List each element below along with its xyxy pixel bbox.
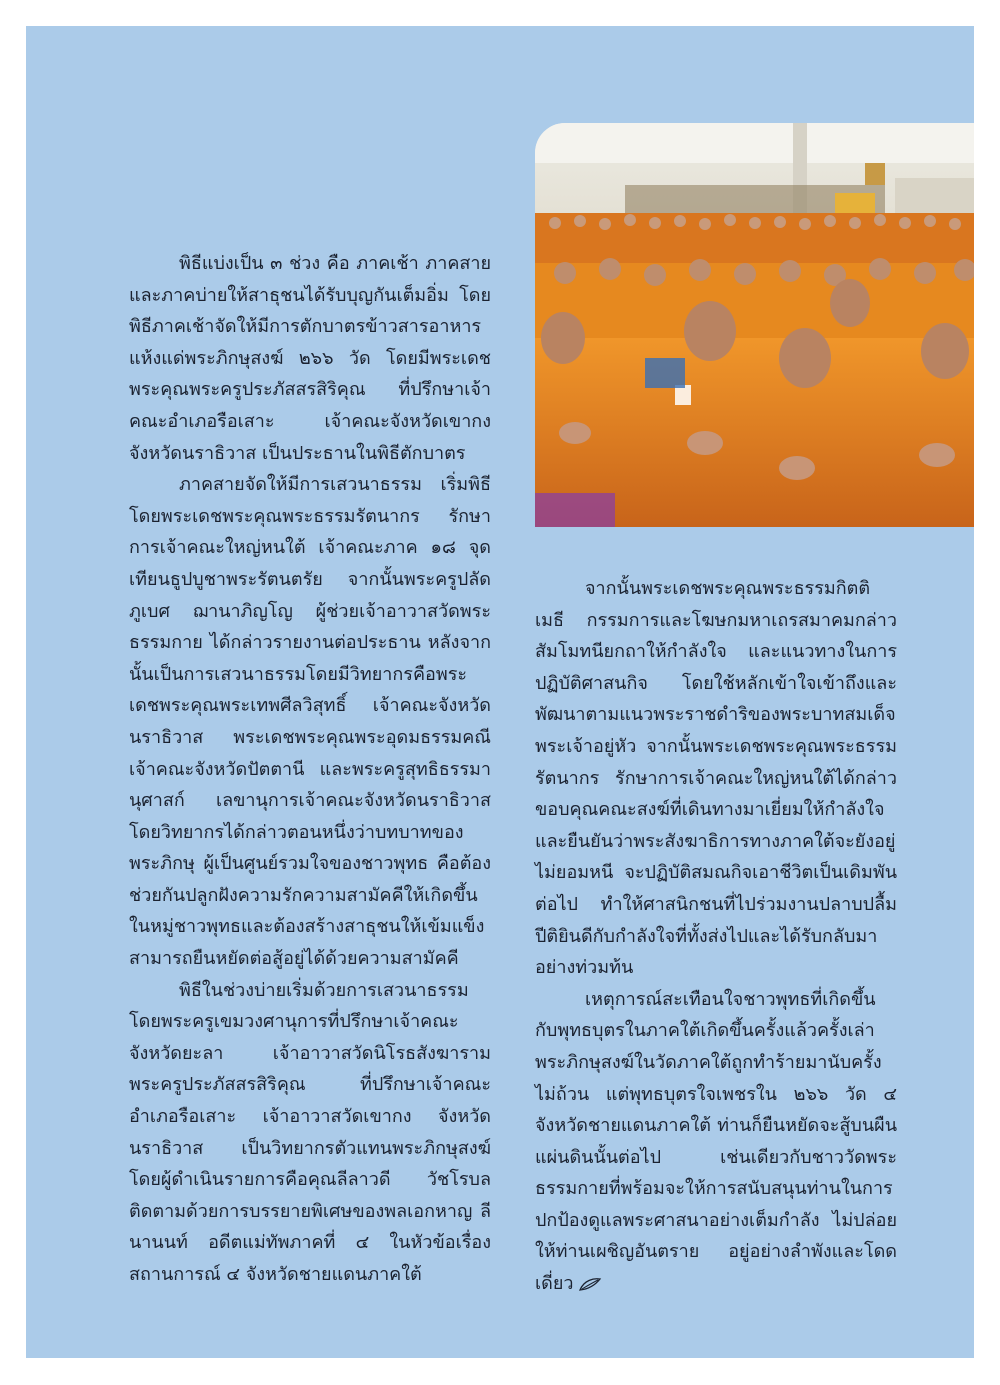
monks-photo: [535, 123, 974, 527]
leaf-end-mark-icon: [578, 1276, 602, 1292]
paragraph: พิธีในช่วงบ่ายเริ่มด้วยการเสวนาธรรมโดยพระครูเขมวงศานุการที่ปรึกษาเจ้าคณะจังหวัดยะลา เจ้าอาวาสวัดนิโรธสังฆาราม พระครูประภัสสรสิริคุณ ที่ปรึกษาเจ้าคณะอำเภอรือเสาะ เจ้าอาวาสวัดเขากง จังหวัดนราธิวาส เป็นวิทยากรตัวแทนพระภิกษุสงฆ์ โดยผู้ดำเนินรายการคือคุณลีลาวดี วัชโรบล ติดตามด้วยการบรรยายพิเศษของพลเอกหาญ ลีนานนท์ อดีตแม่ทัพภาคที่ ๔ ในหัวข้อเรื่องสถานการณ์ ๔ จังหวัดชายแดนภาคใต้: [129, 979, 491, 1285]
paragraph: เหตุการณ์สะเทือนใจชาวพุทธที่เกิดขึ้นกับพุทธบุตรในภาคใต้เกิดขึ้นครั้งแล้วครั้งเล่า พระภิกษุสงฆ์ในวัดภาคใต้ถูกทำร้ายมานับครั้งไม่ถ้วน แต่พุทธบุตรใจเพชรใน ๒๖๖ วัด ๔ จังหวัดชายแดนภาคใต้ ท่านก็ยืนหยัดจะสู้บนผืนแผ่นดินนั้นต่อไป เช่นเดียวกับชาววัดพระธรรมกายที่พร้อมจะให้การสนับสนุนท่านในการปกป้องดูแลพระศาสนาอย่างเต็มกำลัง ไม่ปล่อยให้ท่านเผชิญอันตราย อยู่อย่างลำพังและโดดเดี่ยว: [535, 988, 897, 1295]
paragraph: ภาคสายจัดให้มีการเสวนาธรรม เริ่มพิธีโดยพระเดชพระคุณพระธรรมรัตนากร รักษาการเจ้าคณะใหญ่หนใต้ เจ้าคณะภาค ๑๘ จุดเทียนธูปบูชาพระรัตนตรัย จากนั้นพระครูปลัดภูเบศ ฌานาภิญโญ ผู้ช่วยเจ้าอาวาสวัดพระธรรมกาย ได้กล่าวรายงานต่อประธาน หลังจากนั้นเป็นการเสวนาธรรมโดยมีวิทยากรคือพระเดชพระคุณพระเทพศีลวิสุทธิ์ เจ้าคณะจังหวัดนราธิวาส พระเดชพระคุณพระอุดมธรรมคณี เจ้าคณะจังหวัดปัตตานี และพระครูสุทธิธรรมานุศาสก์ เลขานุการเจ้าคณะจังหวัดนราธิวาส โดยวิทยากรได้กล่าวตอนหนึ่งว่าบทบาทของพระภิกษุ ผู้เป็นศูนย์รวมใจของชาวพุทธ คือต้องช่วยกันปลูกฝังความรักความสามัคคีให้เกิดขึ้นในหมู่ชาวพุทธและต้องสร้างสาธุชนให้เข้มแข็ง สามารถยืนหยัดต่อสู้อยู่ได้ด้วยความสามัคคี: [129, 474, 491, 970]
right-text-column: [535, 573, 897, 1300]
paragraph: จากนั้นพระเดชพระคุณพระธรรมกิตติเมธี กรรมการและโฆษกมหาเถรสมาคมกล่าวสัมโมทนียกถาให้กำลังใจ และแนวทางในการปฏิบัติศาสนกิจ โดยใช้หลักเข้าใจเข้าถึงและพัฒนาตามแนวพระราชดำริของพระบาทสมเด็จพระเจ้าอยู่หัว จากนั้นพระเดชพระคุณพระธรรมรัตนากร รักษาการเจ้าคณะใหญ่หนใต้ได้กล่าวขอบคุณคณะสงฆ์ที่เดินทางมาเยี่ยมให้กำลังใจ และยืนยันว่าพระสังฆาธิการทางภาคใต้จะยังอยู่ ไม่ยอมหนี จะปฏิบัติสมณกิจเอาชีวิตเป็นเดิมพันต่อไป ทำให้ศาสนิกชนที่ไปร่วมงานปลาบปลื้มปีติยินดีกับกำลังใจที่ทั้งส่งไปและได้รับกลับมาอย่างท่วมท้น: [535, 578, 897, 979]
left-text-column: [129, 248, 491, 1291]
paragraph: พิธีแบ่งเป็น ๓ ช่วง คือ ภาคเช้า ภาคสายและภาคบ่ายให้สาธุชนได้รับบุญกันเต็มอิ่ม โดยพิธีภาคเช้าจัดให้มีการตักบาตรข้าวสารอาหารแห้งแด่พระภิกษุสงฆ์ ๒๖๖ วัด โดยมีพระเดชพระคุณพระครูประภัสสรสิริคุณ ที่ปรึกษาเจ้าคณะอำเภอรือเสาะ เจ้าคณะจังหวัดเขากง จังหวัดนราธิวาส เป็นประธานในพิธีตักบาตร: [129, 253, 491, 464]
